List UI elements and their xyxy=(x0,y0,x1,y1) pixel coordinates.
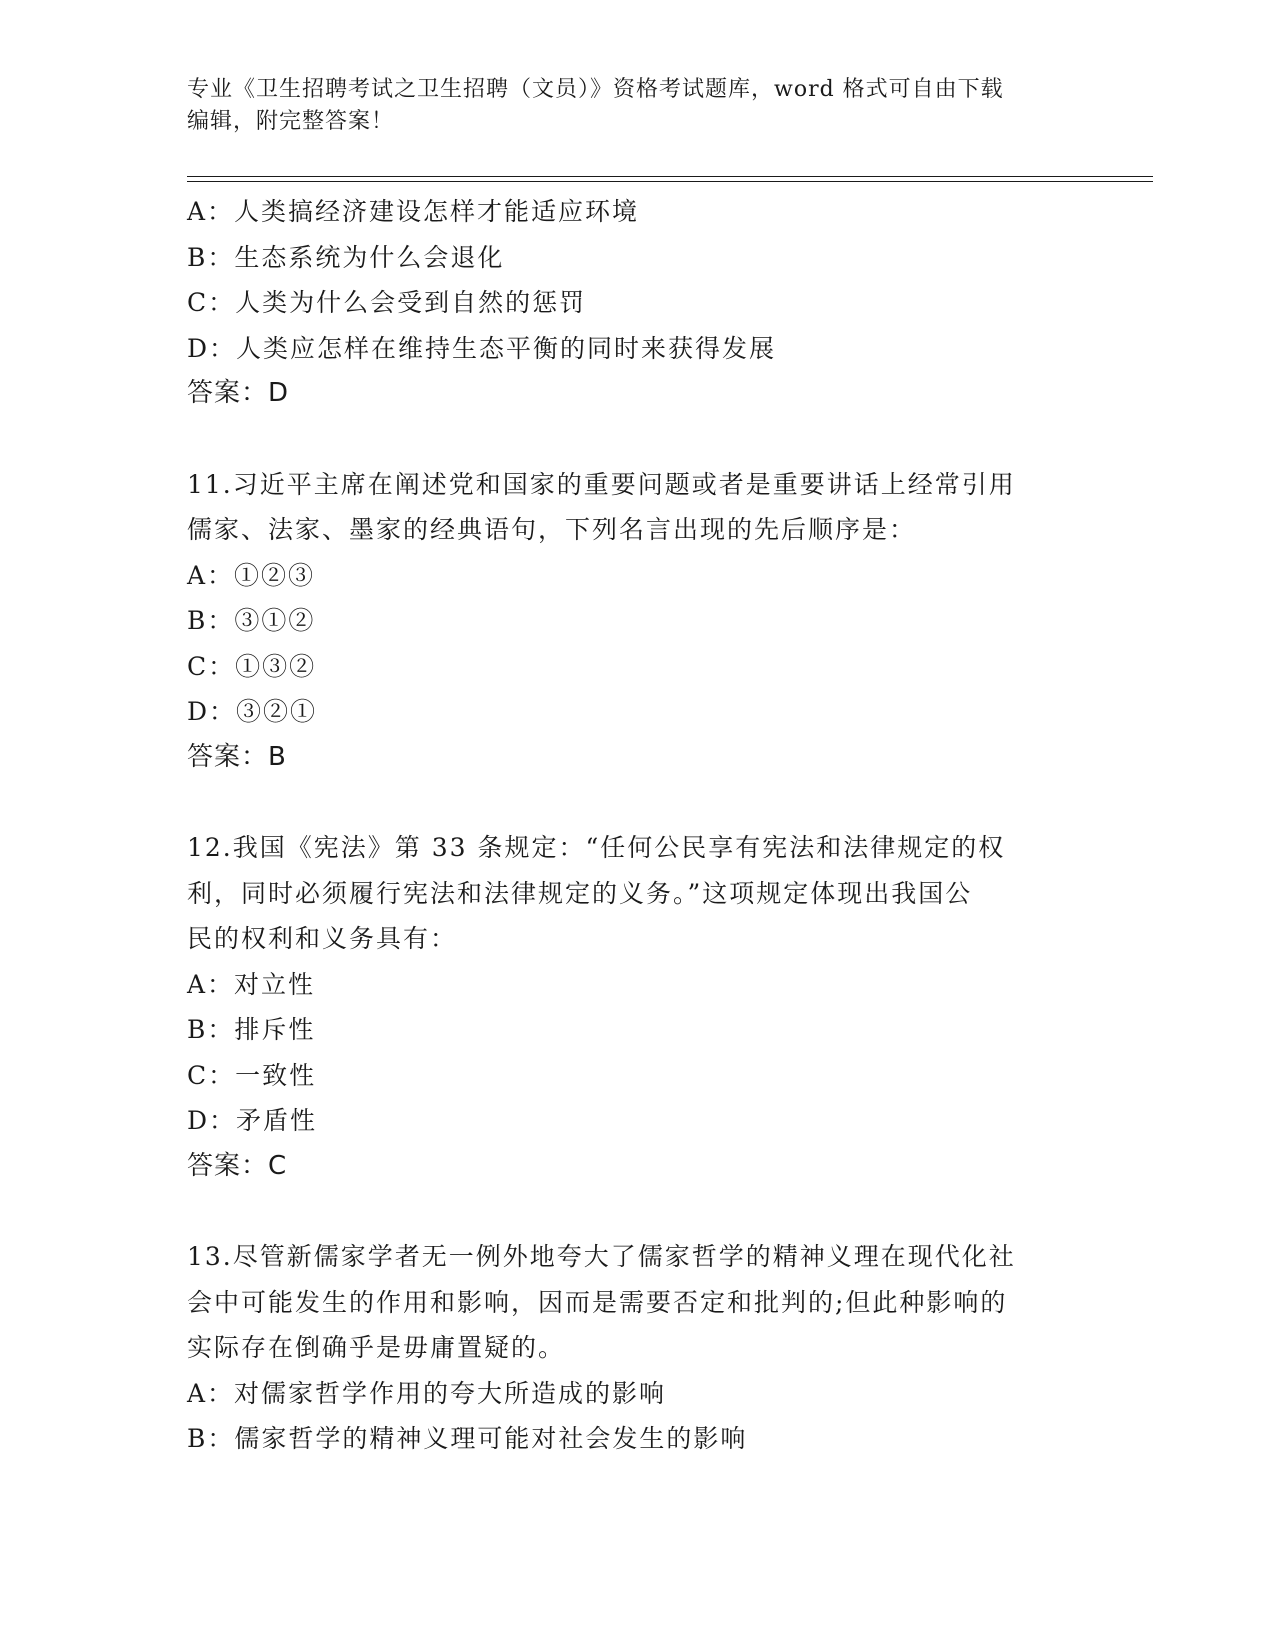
option-a: A：人类搞经济建设怎样才能适应环境 xyxy=(187,197,640,226)
option-a: A：对立性 xyxy=(187,969,316,999)
option-d: D：矛盾性 xyxy=(187,1106,318,1135)
option-d: D：人类应怎样在维持生态平衡的同时来获得发展 xyxy=(187,333,777,363)
answer-line: 答案：D xyxy=(187,378,290,408)
option-d: D：③②① xyxy=(187,697,318,726)
document-header xyxy=(187,74,1087,138)
option-b: B：排斥性 xyxy=(187,1015,316,1044)
answer-line: 答案：C xyxy=(187,1150,288,1181)
question-text-line: 会中可能发生的作用和影响，因而是需要否定和批判的;但此种影响的 xyxy=(187,1287,1008,1317)
header-line-1: 专业《卫生招聘考试之卫生招聘（文员）》资格考试题库，word 格式可自由下载 xyxy=(187,77,1004,102)
question-block-prev xyxy=(187,189,1087,417)
option-c: C：一致性 xyxy=(187,1060,317,1090)
option-b: B：③①② xyxy=(187,606,316,635)
option-c: C：①③② xyxy=(187,651,317,681)
header-divider-bottom xyxy=(187,181,1153,182)
option-a: A：①②③ xyxy=(187,560,316,590)
question-text-line: 实际存在倒确乎是毋庸置疑的。 xyxy=(187,1333,566,1362)
question-block-13 xyxy=(187,1234,1087,1462)
question-text-line: 利，同时必须履行宪法和法律规定的义务。”这项规定体现出我国公 xyxy=(187,878,973,908)
question-text-line: 13.尽管新儒家学者无一例外地夸大了儒家哲学的精神义理在现代化社 xyxy=(187,1242,1016,1271)
question-block-11 xyxy=(187,462,1087,781)
option-b: B：生态系统为什么会退化 xyxy=(187,242,505,272)
question-list xyxy=(187,189,1087,1462)
question-text-line: 11.习近平主席在阐述党和国家的重要问题或者是重要讲话上经常引用 xyxy=(187,469,1016,499)
question-text-line: 12.我国《宪法》第 33 条规定：“任何公民享有宪法和法律规定的权 xyxy=(187,833,1006,862)
answer-line: 答案：B xyxy=(187,741,287,772)
question-block-12 xyxy=(187,825,1087,1189)
option-b: B：儒家哲学的精神义理可能对社会发生的影响 xyxy=(187,1424,748,1453)
question-text-line: 儒家、法家、墨家的经典语句，下列名言出现的先后顺序是： xyxy=(187,515,917,544)
question-text-line: 民的权利和义务具有： xyxy=(187,924,458,953)
option-a: A：对儒家哲学作用的夸大所造成的影响 xyxy=(187,1378,667,1408)
header-line-2: 编辑，附完整答案！ xyxy=(187,109,395,134)
header-divider-top xyxy=(187,176,1153,177)
option-c: C：人类为什么会受到自然的惩罚 xyxy=(187,288,587,317)
